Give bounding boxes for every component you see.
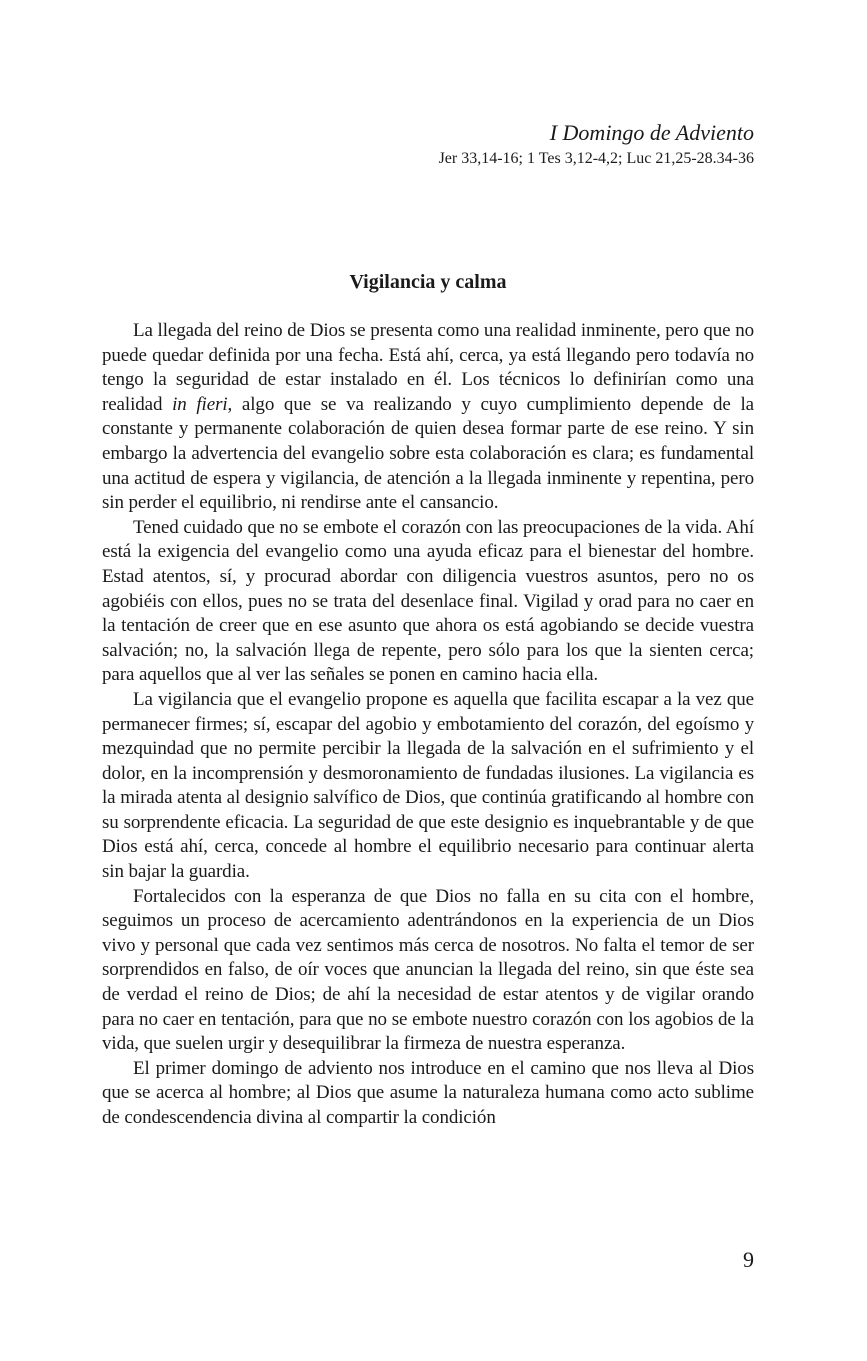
paragraph xyxy=(102,319,754,516)
article-title: Vigilancia y calma xyxy=(349,271,507,293)
paragraph: La vigilancia que el evangelio propone es aquella que facilita escapar a la vez que permanecer firmes; sí, escapar del agobio y embotamiento del corazón, del egoísmo y mezquindad que no permite percibir la llegada de la salvación en el sufrimiento y el dolor, en la incomprensión y desmoronamiento de fundadas ilusiones. La vigilancia es la mirada atenta al designio salvífico de Dios, que continúa gratificando al hombre con su sorprendente eficacia. La seguridad de que este designio es inquebrantable y de que Dios está ahí, cerca, concede al hombre el equilibrio necesario para continuar alerta sin bajar la guardia. xyxy=(102,688,754,883)
liturgical-header xyxy=(439,118,754,170)
page-number: 9 xyxy=(743,1247,754,1272)
article-body xyxy=(102,319,754,1131)
paragraph-text: , algo que se va realizando y cuyo cumplimiento depende de la constante y permanente colaboración de quien desea formar parte de ese reino. Y sin embargo la advertencia del evangelio sobre esta colaboración es clara; es fundamental una actitud de espera y vigilancia, de atención a la llegada inminente y repentina, pero sin perder el equilibrio, ni rendirse ante el cansancio. xyxy=(102,393,754,514)
paragraph: El primer domingo de adviento nos introduce en el camino que nos lleva al Dios que se acerca al hombre; al Dios que asume la naturaleza humana como acto sublime de condescendencia divina al compartir la condición xyxy=(102,1057,754,1128)
liturgy-title: I Domingo de Adviento xyxy=(549,120,754,145)
italic-term: in fieri xyxy=(172,393,228,415)
scripture-readings: Jer 33,14-16; 1 Tes 3,12-4,2; Luc 21,25-28.34-36 xyxy=(438,150,754,167)
paragraph-text: La llegada del reino de Dios se presenta como una realidad inminente, pero que no puede quedar definida por una fecha. Está ahí, cerca, ya está llegando pero todavía no tengo la seguridad de estar instalado en él. Los técnicos lo definirían como una realidad xyxy=(102,320,754,415)
paragraph: Tened cuidado que no se embote el corazón con las preocupaciones de la vida. Ahí está la exigencia del evangelio como una ayuda eficaz para el bienestar del hombre. Estad atentos, sí, y procurad abordar con diligencia vuestros asuntos, pero no os agobiéis con ellos, pues no se trata del desenlace final. Vigilad y orad para no caer en la tentación de creer que en ese asunto que ahora os está agobiando se decide vuestra salvación; no, la salvación llega de repente, pero sólo para los que la sienten cerca; para aquellos que al ver las señales se ponen en camino hacia ella. xyxy=(102,516,754,686)
paragraph: Fortalecidos con la esperanza de que Dios no falla en su cita con el hombre, seguimos un proceso de acercamiento adentrándonos en la experiencia de un Dios vivo y personal que cada vez sentimos más cerca de nosotros. No falta el temor de ser sorprendidos en falso, de oír voces que anuncian la llegada del reino, sin que éste sea de verdad el reino de Dios; de ahí la necesidad de estar atentos y de vigilar orando para no caer en tentación, para que no se embote nuestro corazón con los agobios de la vida, que suelen urgir y desequilibrar la firmeza de nuestra esperanza. xyxy=(102,885,754,1055)
